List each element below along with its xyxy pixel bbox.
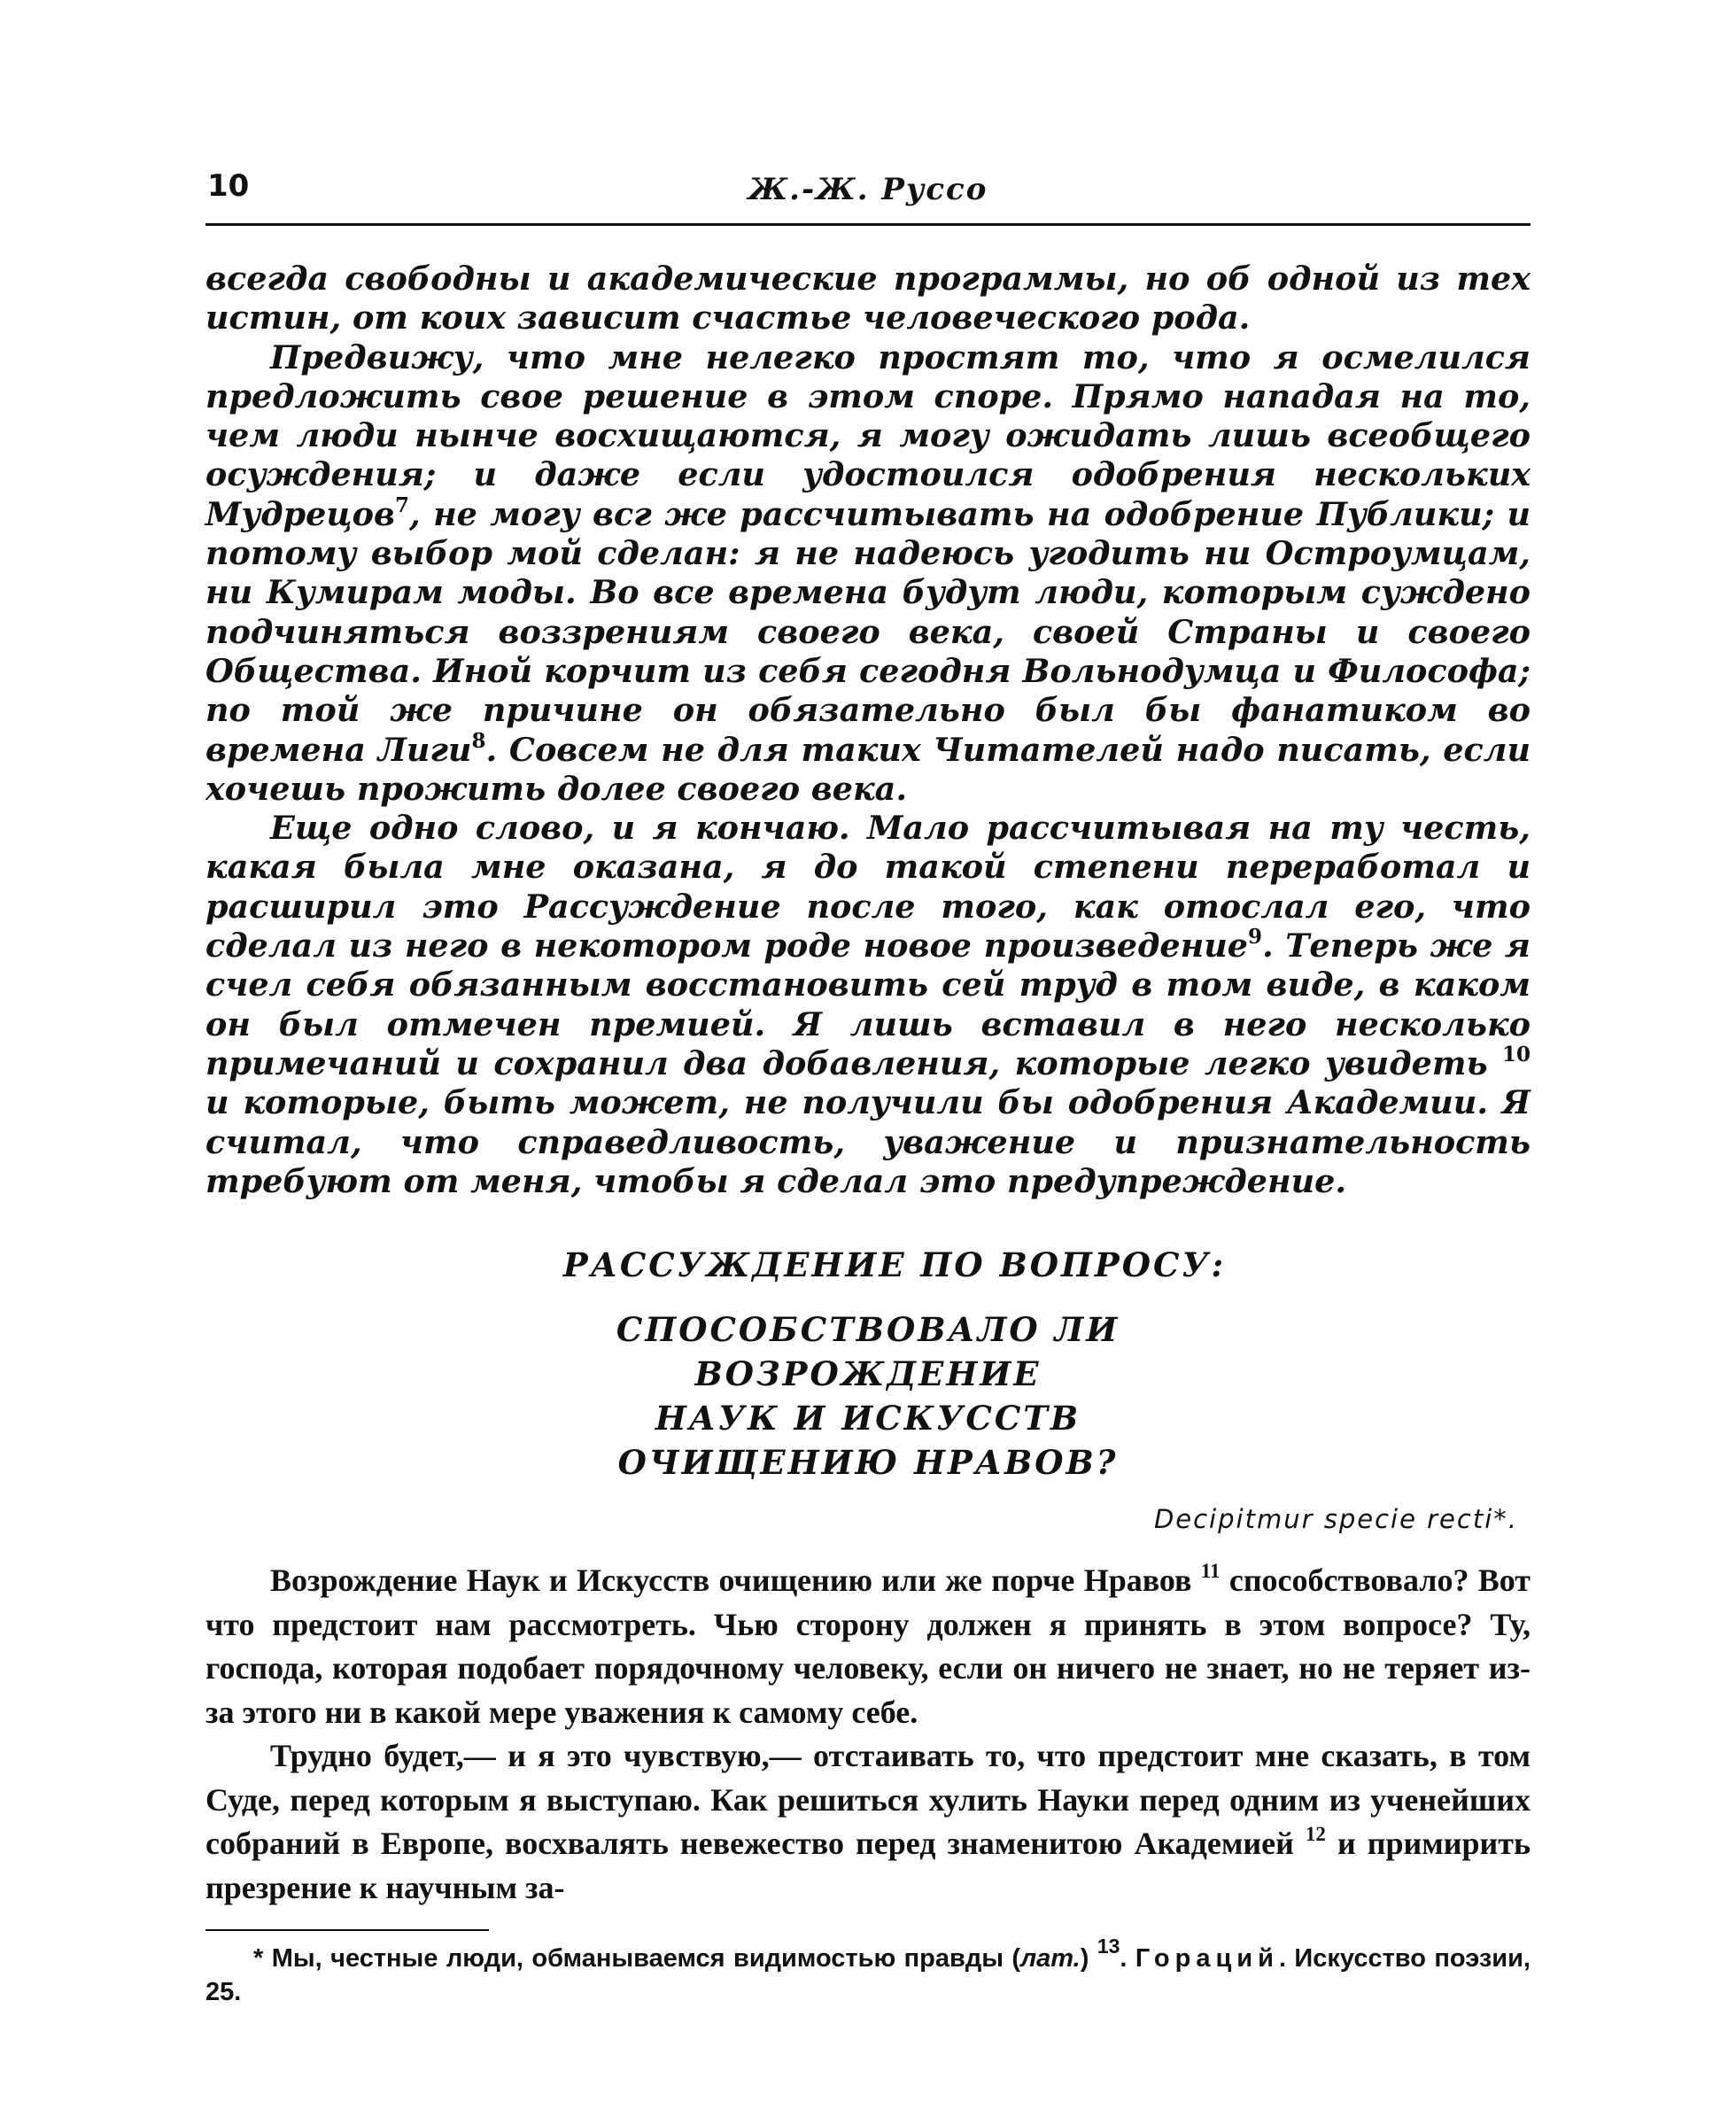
note-ref-12[interactable]: 12: [1305, 1823, 1326, 1846]
note-ref-11[interactable]: 11: [1200, 1560, 1221, 1583]
running-head: Ж.-Ж. Руссо: [748, 172, 988, 207]
footnote-mark: *: [253, 1944, 264, 1974]
footnote-author: Гораций: [1135, 1944, 1279, 1974]
body-paragraph-1-text-a: Возрождение Наук и Искусств очищению или же порче Нравов: [270, 1563, 1192, 1599]
body-paragraph-1-text-b: способствовало? Вот что предстоит нам рассмотреть. Чью сторону должен я принять в этом вопросе? Ту, господа, которая подобает порядочному человеку, если он ничего не знает, но не теряет из-за этого ни в какой мере уважения к самому себе.: [205, 1563, 1531, 1730]
body-paragraph-1: [205, 1559, 1531, 1734]
title-question: [205, 1307, 1531, 1485]
preface-paragraph-3-text-a: Еще одно слово, и я кончаю. Мало рассчитывая на ту честь, какая была мне оказана, я до такой степени переработал и расширил это Рассуждение после того, как отослал его, что сделал из него в некотором роде новое произведение: [205, 809, 1531, 965]
footnote-text-b: ): [1080, 1944, 1089, 1974]
discourse-text: [205, 1559, 1531, 1910]
page-header: [205, 168, 1531, 223]
footnote-text-a: Мы, честные люди, обманываемся видимостью правды (: [263, 1944, 1021, 1974]
epigraph-text: Decipitmur specie recti: [1153, 1504, 1494, 1535]
discourse-title: [205, 1244, 1531, 1485]
note-ref-10[interactable]: 10: [1501, 1042, 1531, 1066]
note-ref-7[interactable]: 7: [395, 492, 410, 517]
body-paragraph-2-text-a: Трудно будет,— и я это чувствую,— отстаивать то, что предстоит мне сказать, в том Суде, перед которым я выступаю. Как решиться хулить Науки перед одним из ученейших собраний в Европе, восхвалять невежество перед знаменитою Академией: [205, 1738, 1531, 1862]
preface-paragraph-1-text: всегда свободны и академические программы, но об одной из тех истин, от коих зависит счастье человеческого рода.: [205, 260, 1531, 337]
title-question-line-3: НАУК И ИСКУССТВ: [655, 1399, 1081, 1438]
epigraph: [205, 1504, 1531, 1534]
footnote-rule: [205, 1929, 489, 1931]
header-rule: [205, 223, 1531, 226]
preface-paragraph-2: [205, 338, 1531, 810]
preface-text: [205, 260, 1531, 1201]
note-ref-8[interactable]: 8: [471, 728, 486, 753]
preface-paragraph-1: [205, 260, 1531, 338]
footnote-text-d: . Искусство поэзии, 25.: [205, 1944, 1531, 2007]
title-question-line-4: ОЧИЩЕНИЮ НРАВОВ?: [617, 1443, 1119, 1483]
book-page: [205, 168, 1531, 2009]
epigraph-footnote-mark[interactable]: *.: [1493, 1504, 1518, 1535]
body-paragraph-2: [205, 1734, 1531, 1910]
title-question-line-2: ВОЗРОЖДЕНИЕ: [694, 1354, 1042, 1394]
title-line-1: РАССУЖДЕНИЕ ПО ВОПРОСУ:: [562, 1245, 1227, 1285]
preface-paragraph-3: [205, 809, 1531, 1201]
body-paragraph-2-text-b: и примирить презрение к научным за-: [205, 1826, 1531, 1905]
note-ref-9[interactable]: 9: [1247, 925, 1262, 950]
footnote-text-c: .: [1120, 1944, 1135, 1974]
preface-paragraph-2-text-a: Предвижу, что мне нелегко простят то, что я осмелился предложить свое решение в этом споре. Прямо нападая на то, чем люди нынче восхищаются, я могу ожидать лишь всеобщего осуждения; и даже если удостоился одобрения нескольких Мудрецов: [205, 337, 1531, 533]
page-number: 10: [207, 168, 250, 204]
footnote-lang: лат.: [1020, 1944, 1081, 1974]
footnote: [205, 1935, 1531, 2009]
preface-paragraph-3-text-c: и которые, быть может, не получили бы одобрения Академии. Я считал, что справедливость, уважение и признательность требуют от меня, чтобы я сделал это предупреждение.: [205, 1083, 1531, 1200]
preface-paragraph-2-text-c: . Совсем не для таких Читателей надо писать, если хочешь прожить долее своего века.: [205, 730, 1531, 808]
title-question-line-1: СПОСОБСТВОВАЛО ЛИ: [616, 1310, 1120, 1350]
preface-paragraph-2-text-b: , не могу всг же рассчитывать на одобрение Публики; и потому выбор мой сделан: я не надеюсь угодить ни Остроумцам, ни Кумирам моды. Во все времена будут люди, которым суждено подчиняться воззрениям своего века, своей Страны и своего Общества. Иной корчит из себя сегодня Вольнодумца и Философа; по той же причине он обязательно был бы фанатиком во времена Лиги: [205, 494, 1531, 769]
note-ref-13[interactable]: 13: [1097, 1935, 1120, 1958]
preface-paragraph-3-text-b: . Теперь же я счел себя обязанным восстановить сей труд в том виде, в каком он был отмечен премией. Я лишь вставил в него несколько примечаний и сохранил два добавления, которые легко увидеть: [205, 927, 1531, 1082]
